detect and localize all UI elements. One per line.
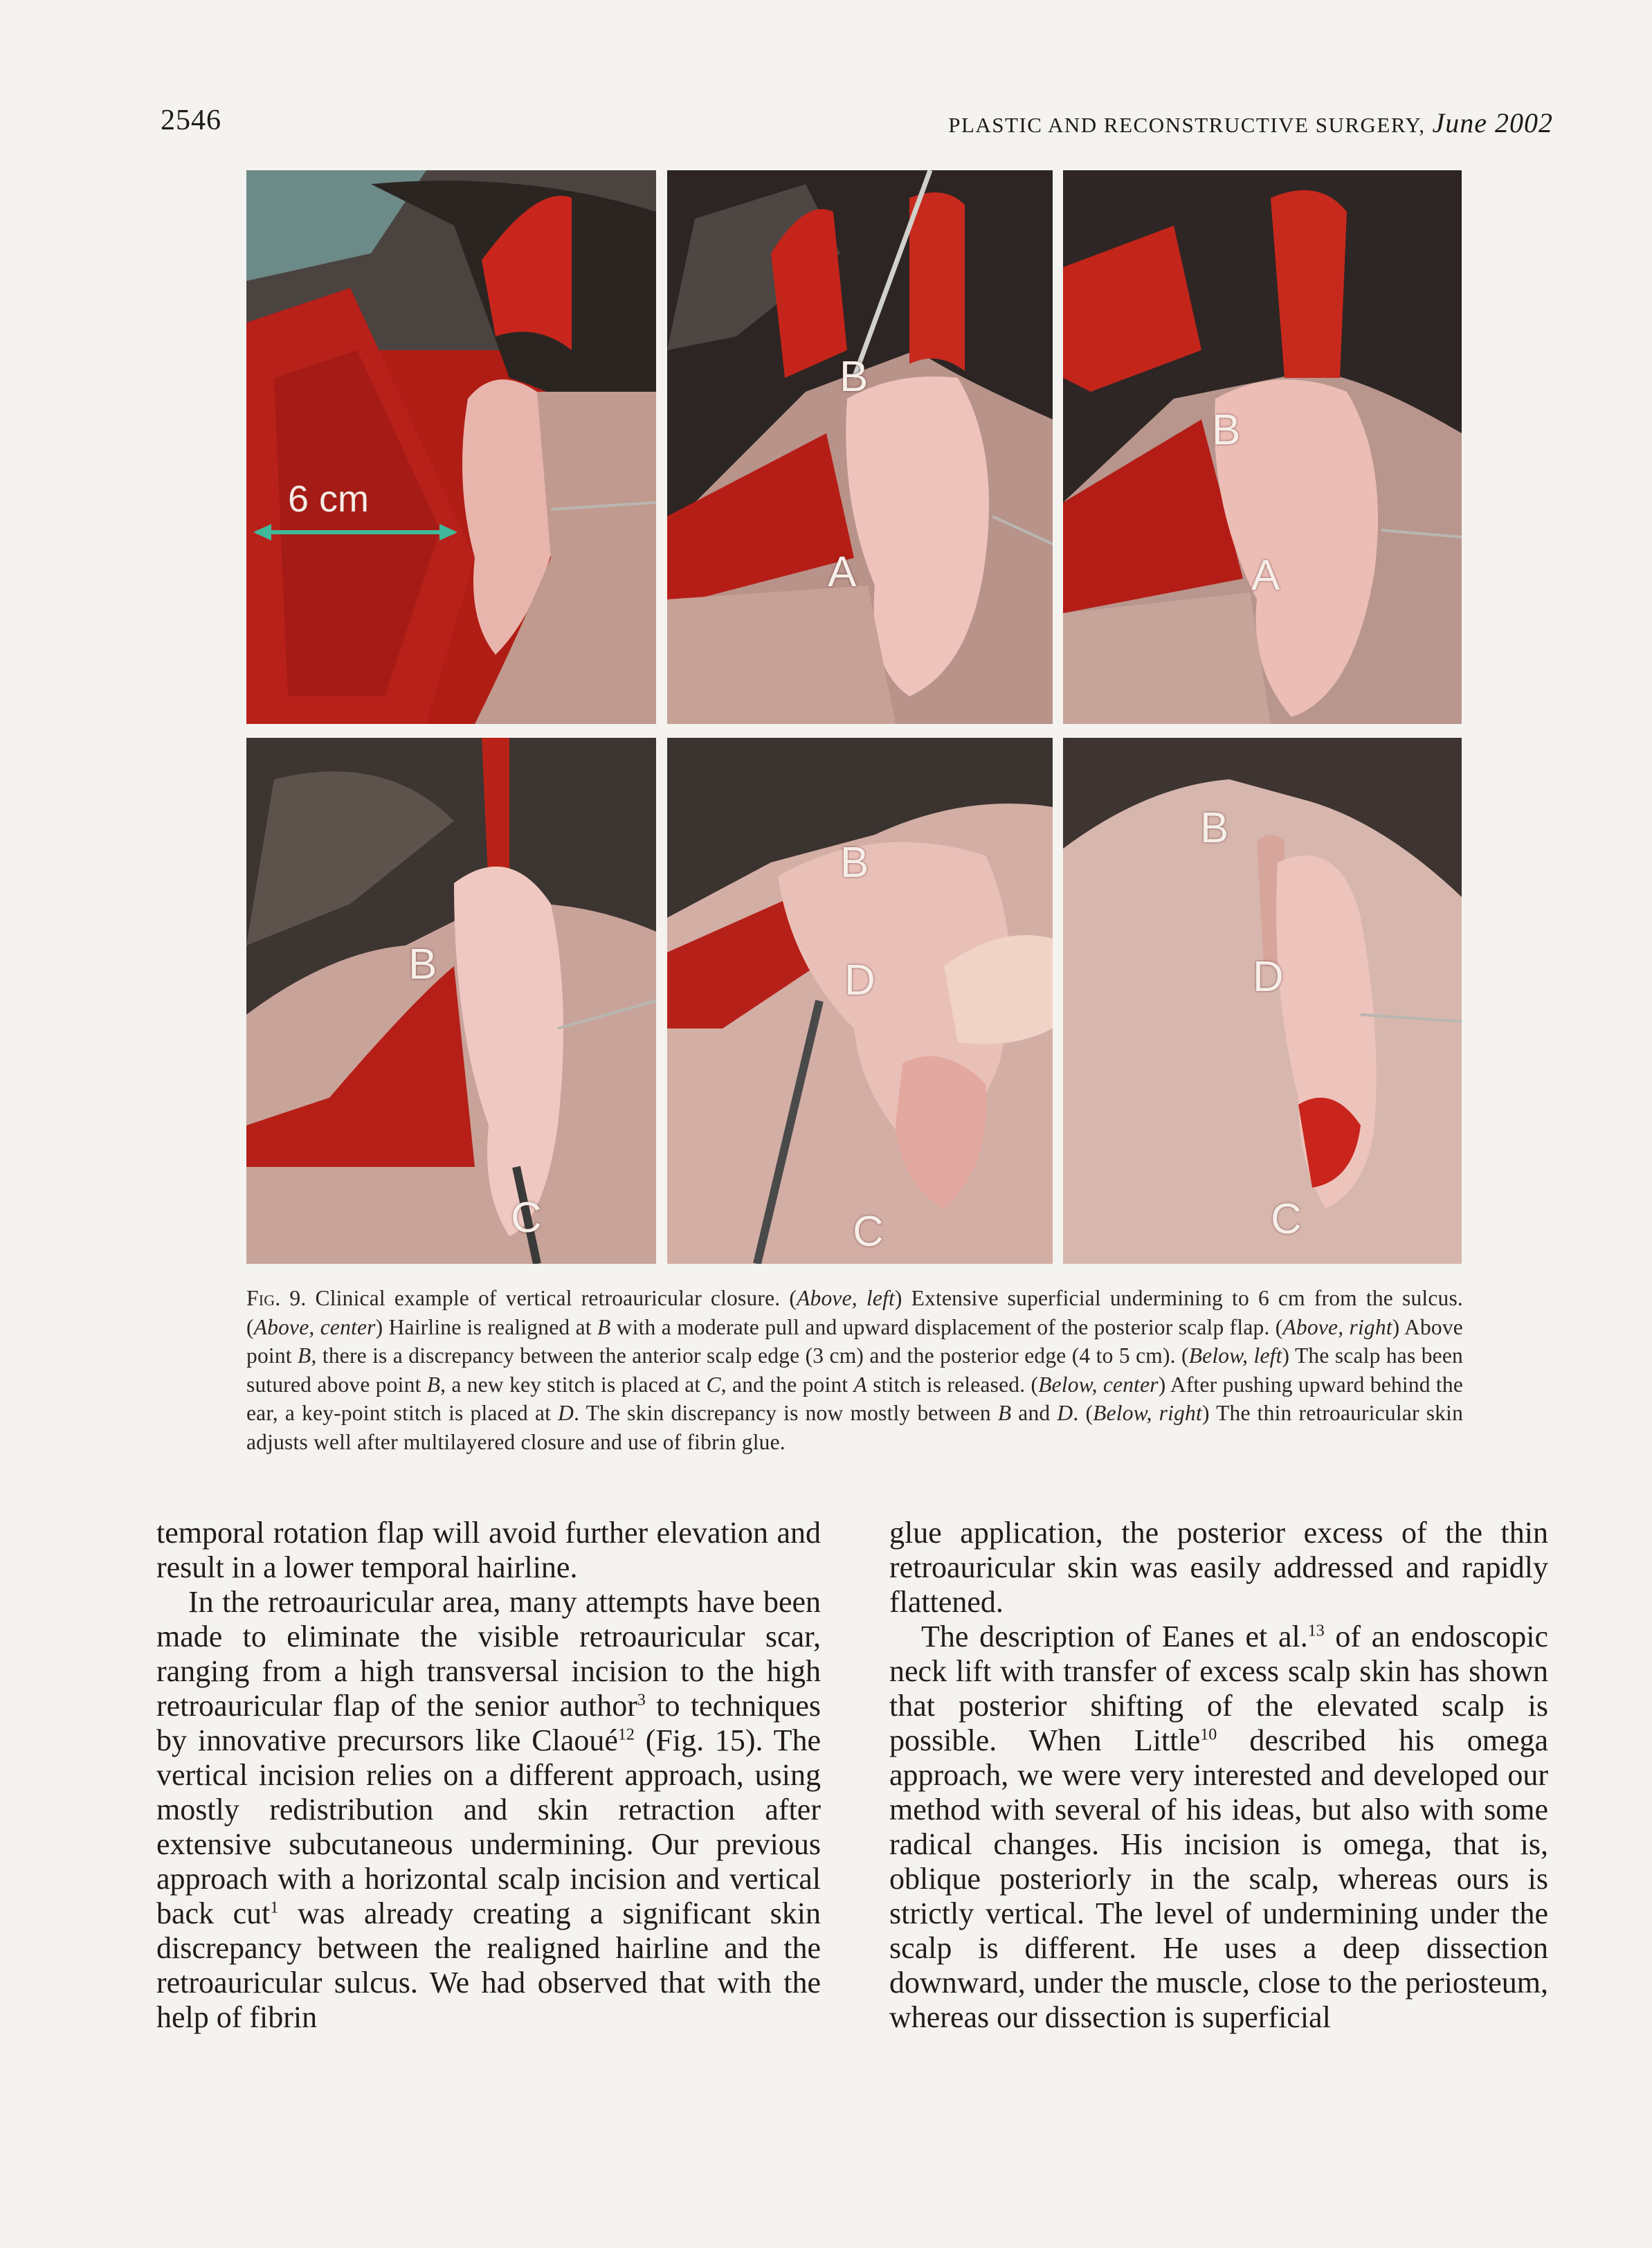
- photo-below-left: [246, 738, 656, 1264]
- citation-ref: 1: [270, 1898, 279, 1917]
- point-label-b: B: [1200, 804, 1229, 852]
- body-text: of an endoscopic neck lift with transfer of excess scalp skin has shown that posterior shifting of the elevated scalp is possible. When Little: [889, 1620, 1548, 1757]
- photo-below-left-image: [246, 738, 656, 1264]
- citation-ref: 10: [1200, 1725, 1217, 1744]
- scale-label-6cm: 6 cm: [288, 478, 370, 520]
- journal-title: [948, 107, 1553, 139]
- caption-panel-ref: Above, center: [253, 1314, 376, 1339]
- caption-point-ref: B: [597, 1314, 611, 1339]
- point-label-c: C: [1271, 1195, 1302, 1243]
- paragraph: [889, 1620, 1548, 2035]
- caption-text: stitch is released. (: [867, 1372, 1039, 1397]
- body-text: The description of Eanes et al.: [921, 1620, 1308, 1653]
- running-header: [161, 104, 1553, 145]
- point-label-b: B: [840, 839, 869, 887]
- caption-panel-ref: Below, left: [1188, 1343, 1282, 1368]
- caption-text: ) Extensive superficial undermining to 6 cm from the sulcus. (: [246, 1286, 1464, 1339]
- caption-point-ref: D: [558, 1401, 574, 1425]
- body-text: described his omega approach, we were very interested and developed our method with several of his ideas, but also with some radical changes. His incision is omega, that is, oblique posteriorly in the scalp, whereas ours is strictly vertical. The level of undermining under the scalp is different. He uses a deep dissection downward, under the muscle, close to the periosteum, whereas our dissection is superficial: [889, 1723, 1548, 2034]
- photo-below-right: [1063, 738, 1462, 1264]
- caption-text: and: [1011, 1401, 1058, 1425]
- caption-point-ref: D: [1057, 1401, 1073, 1425]
- caption-text: . (: [1073, 1401, 1093, 1425]
- caption-panel-ref: Below, right: [1093, 1401, 1202, 1425]
- caption-point-ref: A: [853, 1372, 867, 1397]
- issue-date: June 2002: [1432, 107, 1553, 138]
- point-label-d: D: [1253, 953, 1284, 1001]
- caption-text: ) Above point: [246, 1314, 1463, 1368]
- caption-text: . The skin discrepancy is now mostly between: [574, 1401, 998, 1425]
- caption-point-ref: B: [997, 1401, 1012, 1425]
- caption-text: , a new key stitch is placed at: [440, 1372, 707, 1397]
- photo-above-left: [246, 170, 656, 724]
- photo-above-right-image: [1063, 170, 1462, 724]
- caption-text: ) Hairline is realigned at: [375, 1314, 597, 1339]
- paragraph: temporal rotation flap will avoid further elevation and result in a lower temporal hairline.: [156, 1516, 821, 1584]
- body-text: (Fig. 15). The vertical incision relies on a different approach, using mostly redistribution and skin retraction after extensive subcutaneous undermining. Our previous approach with a horizontal scalp incision and vertical back cut: [156, 1723, 821, 1930]
- photo-below-center: [667, 738, 1053, 1264]
- caption-text: ) After pushing upward behind the ear, a key-point stitch is placed at: [246, 1372, 1464, 1425]
- caption-text: Clinical example of vertical retroauricular closure. (: [315, 1286, 797, 1310]
- point-label-b: B: [408, 941, 437, 988]
- paragraph: glue application, the posterior excess of the thin retroauricular skin was easily addressed and rapidly flattened.: [889, 1516, 1548, 1619]
- caption-text: with a moderate pull and upward displacement of the posterior scalp flap. (: [610, 1314, 1283, 1339]
- caption-panel-ref: Above, left: [797, 1286, 895, 1310]
- body-text: to techniques by innovative precursors like Claoué: [156, 1689, 821, 1757]
- point-label-a: A: [1251, 552, 1280, 599]
- caption-text: ) The scalp has been sutured above point: [246, 1343, 1463, 1397]
- point-label-a: A: [828, 548, 857, 596]
- point-label-c: C: [853, 1208, 884, 1256]
- body-column-right: [889, 1516, 1548, 2035]
- citation-ref: 12: [617, 1725, 635, 1744]
- caption-text: ) The thin retroauricular skin adjusts well after multilayered closure and use of fibrin glue.: [246, 1401, 1464, 1454]
- point-label-b: B: [1212, 406, 1241, 454]
- caption-text: , there is a discrepancy between the anterior scalp edge (3 cm) and the posterior edge (4 to 5 cm). (: [311, 1343, 1189, 1368]
- body-text: In the retroauricular area, many attempts have been made to eliminate the visible retroauricular scar, ranging from a high transversal incision to the high retroauricular flap of the senior author: [156, 1585, 821, 1723]
- point-label-c: C: [511, 1194, 542, 1242]
- photo-above-right: [1063, 170, 1462, 724]
- caption-point-ref: C: [706, 1372, 721, 1397]
- figure-9: [246, 170, 1462, 1264]
- caption-panel-ref: Below, center: [1038, 1372, 1159, 1397]
- journal-name: PLASTIC AND RECONSTRUCTIVE SURGERY,: [948, 113, 1426, 137]
- photo-below-right-image: [1063, 738, 1462, 1264]
- caption-text: , and the point: [720, 1372, 854, 1397]
- body-text: was already creating a significant skin discrepancy between the realigned hairline and the retroauricular sulcus. We had observed that with the help of fibrin: [156, 1896, 821, 2034]
- body-column-left: [156, 1516, 821, 2035]
- figure-label: Fig. 9.: [246, 1286, 307, 1310]
- point-label-d: D: [844, 957, 875, 1004]
- photo-above-center-image: [667, 170, 1053, 724]
- citation-ref: 13: [1307, 1622, 1325, 1640]
- photo-above-left-image: [246, 170, 656, 724]
- point-label-b: B: [839, 353, 869, 401]
- paragraph: [156, 1585, 821, 2035]
- caption-point-ref: B: [298, 1343, 311, 1368]
- photo-above-center: [667, 170, 1053, 724]
- page-number: 2546: [161, 105, 221, 136]
- caption-panel-ref: Above, right: [1282, 1314, 1392, 1339]
- caption-point-ref: B: [426, 1372, 441, 1397]
- figure-caption: [246, 1284, 1463, 1456]
- citation-ref: 3: [637, 1691, 646, 1710]
